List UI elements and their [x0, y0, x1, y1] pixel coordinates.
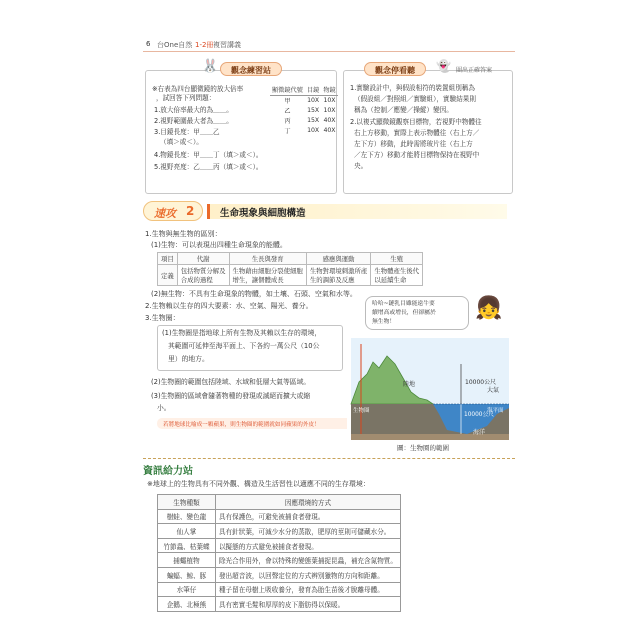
land-label: 陸地 [403, 381, 416, 388]
cell: 丁 [284, 127, 291, 135]
t1-head: 項目 [158, 253, 178, 265]
box1-title: 觀念練習站 [220, 62, 282, 76]
para-3b: (2)生物圈的範圍包括陸域、水域和低層大氣等區域。 [151, 378, 311, 386]
bubble-line-2: 續增高或增長，但卻屬於 [372, 310, 436, 316]
t1-head: 生長與發育 [229, 253, 306, 265]
method-cell: 具有密實毛髮和厚厚的皮下脂肪得以保暖。 [215, 597, 400, 612]
t2-head: 因應環境的方式 [215, 495, 400, 510]
question-3: 3.目鏡長度：甲＿＿乙 [154, 128, 220, 136]
question-3b: （填＞或＜）。 [160, 138, 203, 146]
table-row [158, 553, 401, 568]
t1-cell-line: 生物藉由細胞分裂使細胞 [232, 267, 303, 275]
cell: 10X [307, 126, 320, 134]
t1-cell-line: 生物對環境刺激所產 [309, 267, 368, 275]
t1-head: 代謝 [177, 253, 229, 265]
table-row [158, 538, 401, 553]
question-2: 2.視野範圍最大者為＿＿。 [154, 117, 233, 125]
section-badge [143, 201, 203, 221]
q-intro: ※右表為四台顯微鏡的放大倍率 [152, 85, 244, 93]
question-4: 4.物鏡長度：甲＿＿丁（填＞或＜）。 [154, 151, 263, 159]
info-title-text: 資訊給力站 [143, 466, 193, 477]
box2-line-8: 央。 [354, 162, 368, 170]
col-head: 物鏡 [321, 85, 337, 95]
t1-head: 生殖 [371, 253, 423, 265]
cell: 10X [307, 96, 320, 104]
t1-cell-line: 合成的過程 [180, 276, 213, 284]
cell: 40X [323, 126, 336, 134]
microscope-table [270, 85, 338, 135]
para-1a: (1)生物：可以表現出四種生命現象的能體。 [151, 241, 287, 249]
rabbit-icon: 🐰 [202, 59, 219, 74]
ghost-icon: 👻 [436, 59, 451, 73]
para-3a-2: 其範圍可延伸至海平面上、下各約一萬公尺（10公 [168, 342, 320, 350]
method-cell: 種子留在母樹上吸收養分，發育為胎生苗後才脫離母體。 [215, 582, 400, 597]
cell: 乙 [284, 107, 291, 115]
ocean-label: 海洋 [473, 429, 486, 436]
figure-caption: 圖：生物圈的範圍 [397, 444, 449, 452]
section-header [143, 198, 515, 224]
method-cell: 除光合作用外，會以特殊的變態葉捕捉昆蟲，補充含氮物質。 [215, 553, 400, 568]
unit-label: 1-2冊 [195, 41, 214, 49]
method-cell: 具有保護色，可避免被捕食者發現。 [215, 509, 400, 524]
organism-cell: 仙人掌 [158, 524, 216, 539]
cell: 甲 [284, 97, 291, 105]
adaptation-table [157, 494, 401, 612]
table-row [158, 509, 401, 524]
cell: 15X [307, 106, 320, 114]
para-3c-1: (3)生物圈的區域會隨著物種的發現或滅絕而擴大或縮 [151, 392, 311, 400]
header-rule [143, 51, 515, 52]
bubble-line-3: 無生物！ [372, 319, 396, 325]
box2-line-2: （假設組／對照組／實驗組），實驗結果則 [354, 95, 476, 103]
atmosphere-label: 大氣 [487, 387, 500, 394]
para-3a-1: (1)生物圈是指地球上所有生物及其賴以生存的環境， [162, 329, 322, 337]
cell: 10X [323, 96, 336, 104]
box2-line-3: 稱為（控制／應變／操縱）變因。 [354, 106, 453, 114]
method-cell: 以擬態的方式避免被捕食者發現。 [215, 538, 400, 553]
section-divider [143, 458, 515, 459]
down-distance-label: 10000公尺 [464, 412, 495, 418]
t1-cell [229, 265, 306, 286]
info-intro: ※地球上的生物具有不同外觀、構造及生活習性以適應不同的生存環境： [147, 480, 370, 488]
sea-level-label: 海平面 [487, 408, 504, 414]
table-row [158, 582, 401, 597]
badge-number: 2 [186, 204, 195, 218]
table-row [158, 597, 401, 612]
life-phenomena-table [157, 252, 423, 286]
t1-cell-line: 包括物質分解及 [180, 267, 226, 275]
book-name: 台One自然 [157, 41, 193, 49]
biosphere-definition-box [157, 325, 343, 371]
textbook-page [143, 30, 515, 620]
question-1: 1.放大倍率最大的為＿＿。 [154, 106, 233, 114]
para-1b: (2)無生物：不具有生命現象的物體，如土壤、石頭、空氣和水等。 [151, 290, 357, 298]
t1-cell [306, 265, 371, 286]
box2-line-7: ／左下方）移動才能將目標物保持在視野中 [354, 151, 480, 159]
para-1: 1.生物與無生物的區別： [145, 230, 222, 238]
t1-row-label: 定義 [158, 265, 178, 286]
t1-cell-line: 生物體產生後代 [374, 267, 420, 275]
circle-hint: 圍出正確答案 [456, 67, 493, 74]
concept-listen-box [343, 59, 513, 194]
up-distance-label: 10000公尺 [465, 379, 497, 386]
question-5: 5.視野亮度：乙＿＿丙（填＞或＜）。 [154, 163, 263, 171]
organism-cell: 竹節蟲、枯葉蝶 [158, 538, 216, 553]
organism-cell: 企鵝、北極熊 [158, 597, 216, 612]
para-3: 3.生物圈： [145, 314, 180, 322]
q-intro-2: ，試回答下列問題： [156, 94, 216, 102]
cell: 丙 [284, 117, 291, 125]
table-row [158, 567, 401, 582]
table-row [158, 524, 401, 539]
col-head: 目鏡 [305, 85, 321, 95]
para-3a-3: 里）的地方。 [168, 355, 209, 363]
t1-cell [177, 265, 229, 286]
girl-icon: 👧 [475, 296, 503, 321]
t2-head: 生物種類 [158, 495, 216, 510]
box2-line-4: 2.以複式顯微鏡觀察目標物，若視野中物體往 [350, 118, 482, 126]
box2-line-6: 左下方）移動，此時需將玻片往（右上方 [354, 140, 473, 148]
col-head: 顯微鏡代號 [270, 85, 305, 95]
biosphere-label: 生物圈 [353, 408, 370, 414]
section-title: 生命現象與細胞構造 [220, 208, 306, 219]
header-title: 複習講義 [213, 41, 241, 49]
page-header [143, 38, 515, 52]
cell: 10X [323, 106, 336, 114]
cell: 15X [307, 116, 320, 124]
para-3c-2: 小。 [157, 404, 171, 412]
organism-cell: 蝙蝠、鯨、豚 [158, 567, 216, 582]
biosphere-figure [347, 334, 513, 440]
organism-cell: 水筆仔 [158, 582, 216, 597]
t1-cell [371, 265, 423, 286]
organism-cell: 樹蛙、變色龍 [158, 509, 216, 524]
info-title [143, 462, 193, 477]
concept-practice-box [145, 59, 337, 194]
t1-cell-line: 增生，讓個體成長 [232, 276, 284, 284]
section-title-bar [207, 204, 507, 219]
bubble-line-1: 哈哈~鏈乳目雖能遠牛要 [372, 301, 435, 307]
method-cell: 具有針狀葉，可減少水分的蒸散，肥厚的莖則可儲藏水分。 [215, 524, 400, 539]
page-number: 6 [146, 40, 151, 48]
box2-line-5: 右上方移動，實際上表示物體往（右上方／ [354, 129, 480, 137]
t1-head: 感應與運動 [306, 253, 371, 265]
para-2: 2.生物賴以生存的四大要素：水、空氣、陽光、養分。 [145, 302, 313, 310]
cell: 40X [323, 116, 336, 124]
badge-label: 速攻 [154, 207, 176, 220]
organism-cell: 捕蠅植物 [158, 553, 216, 568]
box2-line-1: 1.實驗設計中，與假設相符的裝置組別稱為 [350, 84, 475, 92]
apple-tip: 若將地球比喻成一顆蘋果，則生物圈的範圍就如同蘋果的外皮！ [157, 418, 397, 429]
t1-cell-line: 生的調節及反應 [309, 276, 355, 284]
box2-title: 觀念停看聽 [364, 62, 426, 76]
method-cell: 發出超音波，以回聲定位的方式辨別獵物的方向和距離。 [215, 567, 400, 582]
t1-cell-line: 以延續生命 [374, 276, 407, 284]
speech-bubble [365, 296, 469, 330]
